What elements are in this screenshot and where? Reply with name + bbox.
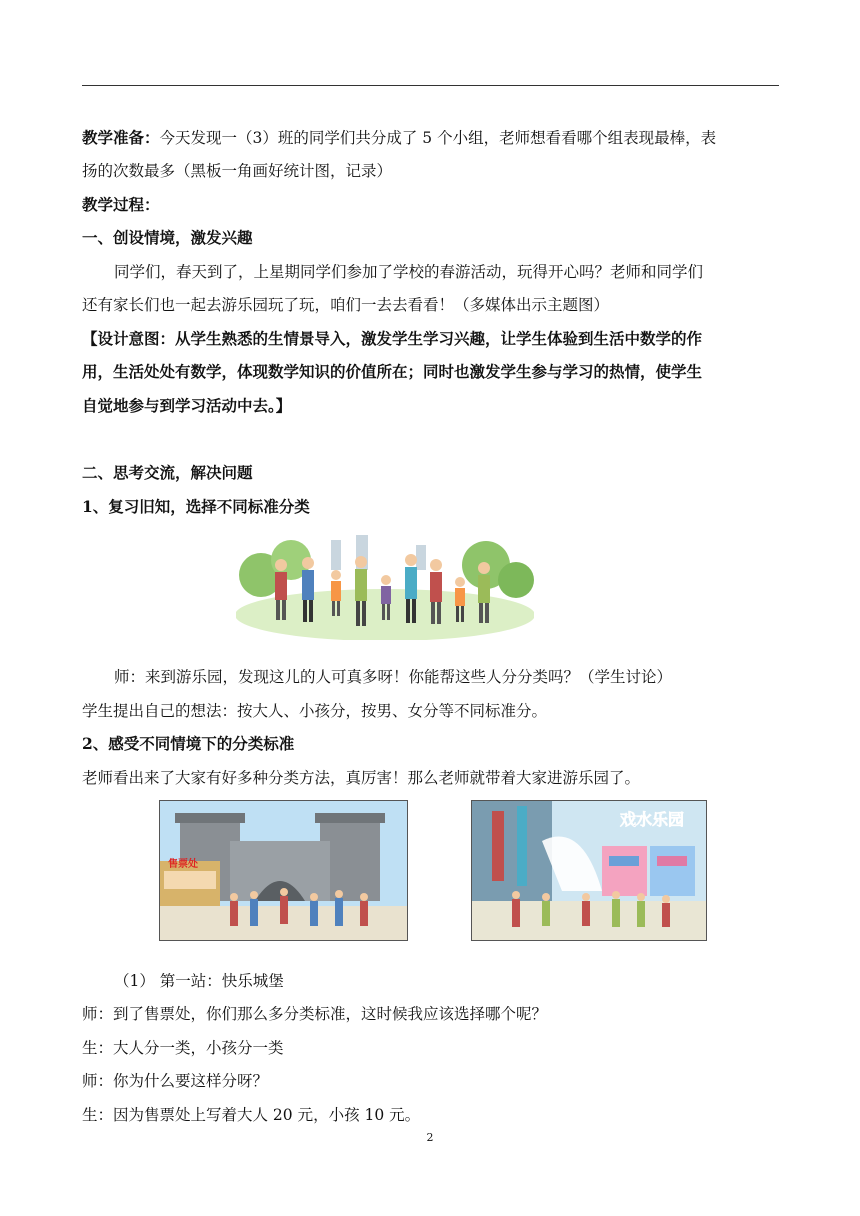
student-idea: 学生提出自己的想法：按大人、小孩分，按男、女分等不同标准分。	[82, 702, 548, 720]
water-park-illustration	[471, 800, 707, 941]
design-intent-line-3: 自觉地参与到学习活动中去。】	[82, 396, 292, 415]
prep-label: 教学准备：	[82, 128, 160, 147]
page-number: 2	[426, 1131, 434, 1144]
prep-line-2: 扬的次数最多（黑板一角画好统计图，记录）	[82, 162, 393, 180]
subsection2-heading: 2、感受不同情境下的分类标准	[82, 734, 295, 753]
student-answer-1: 生：大人分一类，小孩分一类	[82, 1039, 284, 1057]
design-intent-line-1: 【设计意图：从学生熟悉的生情景导入，激发学生学习兴趣，让学生体验到生活中数学的作	[82, 329, 703, 348]
station-1-heading: （1） 第一站：快乐城堡	[114, 972, 284, 990]
ticket-office-sign: 售票处	[168, 859, 198, 870]
student-answer-2: 生：因为售票处上写着大人 20 元，小孩 10 元。	[82, 1106, 421, 1124]
teacher-question-2: 师：到了售票处，你们那么多分类标准，这时候我应该选择哪个呢？	[82, 1005, 548, 1023]
teacher-question-3: 师：你为什么要这样分呀？	[82, 1072, 269, 1090]
happy-castle-illustration	[159, 800, 408, 941]
section2-heading: 二、思考交流，解决问题	[82, 463, 253, 482]
water-park-title: 戏水乐园	[620, 810, 685, 829]
teacher-intro: 老师看出来了大家有好多种分类方法，真厉害！那么老师就带着大家进游乐园了。	[82, 769, 641, 787]
prep-line-1	[82, 128, 716, 148]
teacher-question-1: 师：来到游乐园，发现这儿的人可真多呀！你能帮这些人分分类吗？（学生讨论）	[114, 668, 673, 686]
header-rule	[82, 85, 779, 86]
section1-paragraph-line-2: 还有家长们也一起去游乐园玩了玩，咱们一去去看看！（多媒体出示主题图）	[82, 296, 610, 314]
section1-heading: 一、创设情境，激发兴趣	[82, 228, 253, 247]
subsection1-heading: 1、复习旧知，选择不同标准分类	[82, 497, 310, 516]
process-heading: 教学过程：	[82, 195, 160, 214]
section1-paragraph-line-1: 同学们，春天到了，上星期同学们参加了学校的春游活动，玩得开心吗？老师和同学们	[114, 263, 704, 281]
prep-text-1: 今天发现一（3）班的同学们共分成了 5 个小组，老师想看看哪个组表现最棒，表	[159, 129, 717, 147]
family-outing-illustration	[236, 530, 534, 640]
design-intent-line-2: 用，生活处处有数学，体现数学知识的价值所在；同时也激发学生参与学习的热情，使学生	[82, 362, 703, 381]
